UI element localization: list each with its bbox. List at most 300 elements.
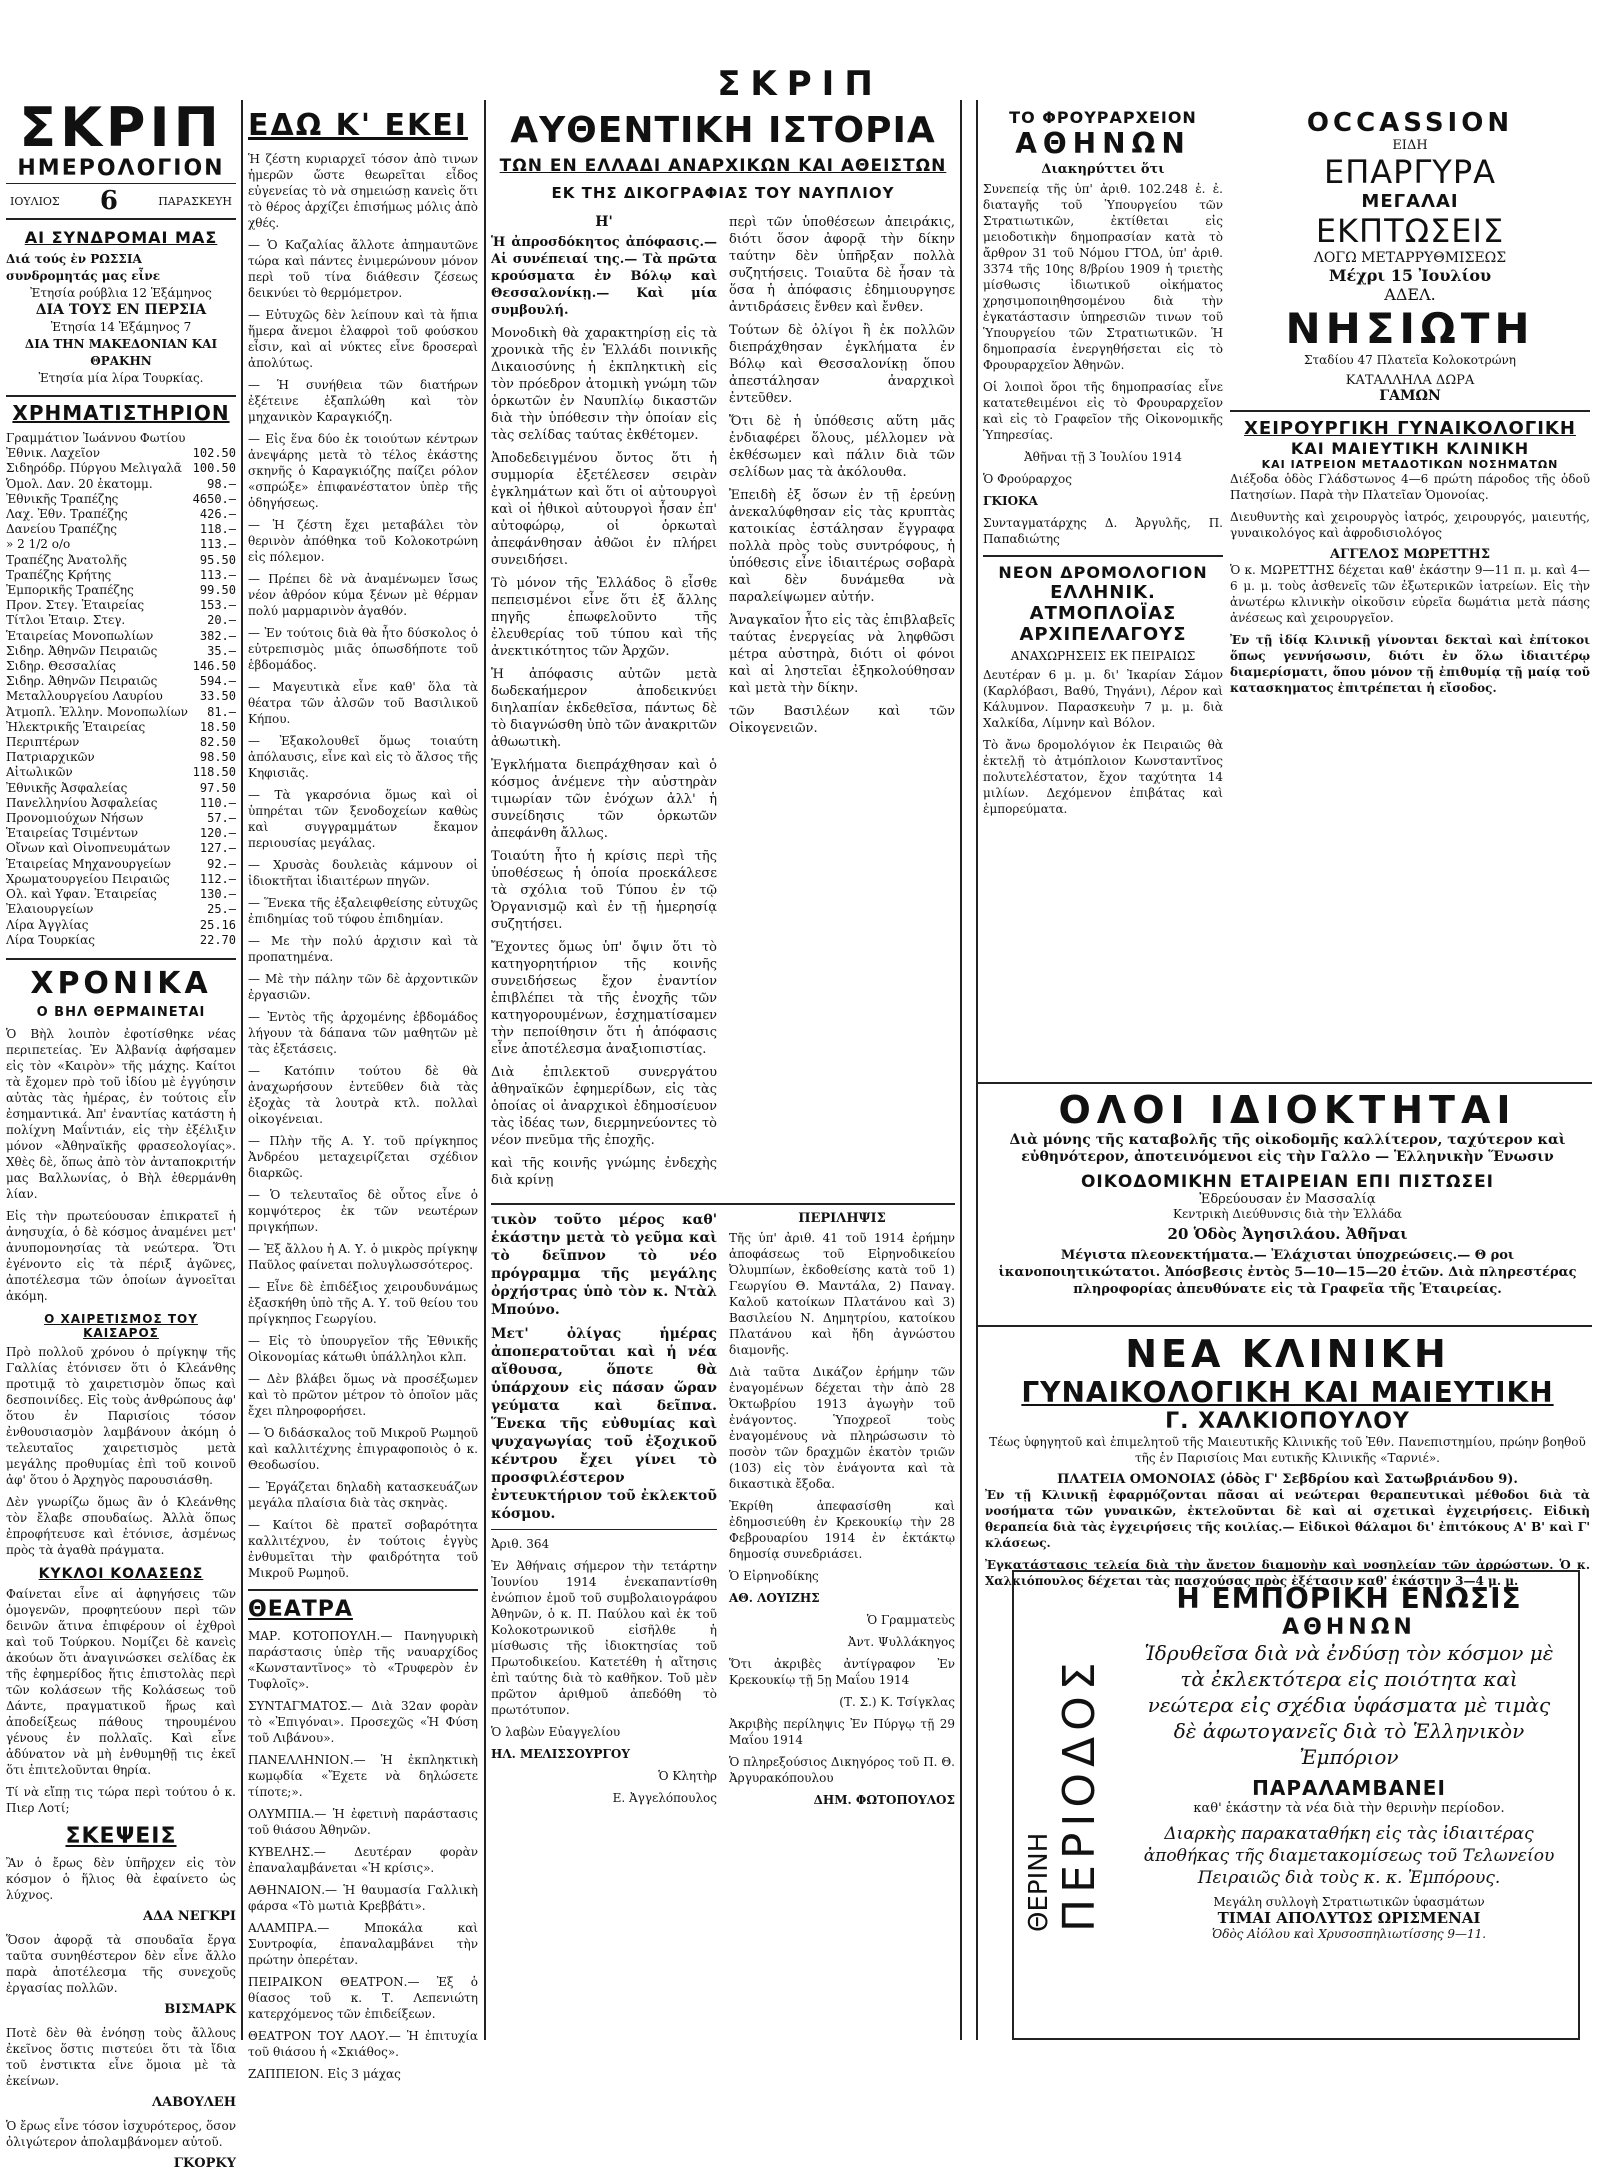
clinic-text: Διέξοδα ὁδὸς Γλάδστωνος 4—6 πρώτη πάροδος τῆς ὁδοῦ Πατησίων. Παρὰ τὴν Πλατεῖαν Ὁμονοίας. <box>1230 472 1590 502</box>
skepseis-author: ΛΑΒΟΥΛΕΗ <box>151 2094 236 2110</box>
edo-kekei-paragraph: — Ἐξ ἄλλου ἡ Α. Υ. ὁ μικρὸς πρίγκηψ Παῦλος φαίνεται πολυγλωσσότερος. <box>248 1242 478 1272</box>
xairetismos-title: Ο ΧΑΙΡΕΤΙΣΜΟΣ ΤΟΥ ΚΑΙΣΑΡΟΣ <box>44 1311 198 1340</box>
bourse-name: Τίτλοι Ἑταιρ. Στεγ. <box>6 613 126 628</box>
theatra-paragraph: ΑΛΑΜΠΡΑ.— Μποκάλα καὶ Συντροφία, ἐπαναλαμβάνει τὴν πρώτην ὀπερέταν. <box>248 1921 478 1967</box>
bourse-value: 25.16 <box>199 917 236 932</box>
story-source: ΕΚ ΤΗΣ ΔΙΚΟΓΡΑΦΙΑΣ ΤΟΥ ΝΑΥΠΛΙΟΥ <box>551 184 895 202</box>
bourse-value: 127.— <box>199 841 236 856</box>
notice-signature: Ε. Ἀγγελόπουλος <box>612 1791 717 1805</box>
court-notice <box>729 1211 955 1814</box>
bourse-row <box>6 720 236 735</box>
occasion-line: ΛΟΓΩ ΜΕΤΑΡΡΥΘΜΙΣΕΩΣ <box>1313 250 1507 266</box>
bourse-value: 110.— <box>199 795 236 810</box>
edo-kekei-paragraph: — Μαγευτικὰ εἶνε καθ' ὅλα τὰ θέατρα τῶν ἀλσῶν τοῦ Βασιλικοῦ Κήπου. <box>248 680 478 726</box>
bourse-row <box>6 522 236 537</box>
bourse-name: Ἀτμοπλ. Ἑλλην. Μονοπωλίων <box>6 704 188 719</box>
phrourarchion-signature: Συνταγματάρχης Δ. Ἀργυλῆς, Π. Παπαδιώτης <box>983 516 1223 546</box>
story-column-left <box>491 214 717 1195</box>
bourse-name: Τραπέζης Κρήτης <box>6 567 112 582</box>
owners-text: Διὰ μόνης τῆς καταβολῆς τῆς οἰκοδομῆς καλλίτερον, ταχύτερον καὶ εὐθηνότερον, ἀποτεινόμενοι εἰς τὴν Γαλλο — Ἑλληνικὴν Ἕνωσιν <box>1009 1132 1566 1165</box>
column-rule <box>241 100 243 2040</box>
skepseis-author: ΒΙΣΜΑΡΚ <box>164 2001 236 2017</box>
xairetismos-text: Πρὸ πολλοῦ χρόνου ὁ πρίγκηψ τῆς Γαλλίας ἐτόνισεν ὅτι ὁ Κλεάνθης προτιμᾷ τὸ χαιρετισμὸν ὅπως καὶ δεσποινίδες. Εἰς τοὺς ἀνθρώπους ἀφ' ὅτου ἐν Παρισίοις τόσον ἐνθουσιασμὸν λαμβάνουν ἀκόμη ὁ τελευταῖος χαιρετισμὸς μετὰ μεγάλης προθυμίας ἐπὶ τοῦ κοινοῦ ἀφ' ὅτου ὁ Ἀρχηγὸς παρουσιάσθη. <box>6 1344 236 1487</box>
column-2 <box>248 108 478 2081</box>
court-text: Τῆς ὑπ' ἀριθ. 41 τοῦ 1914 ἐρήμην ἀποφάσεως τοῦ Εἰρηνοδικείου Ὀλυμπίων, ἐκδοθείσης κατὰ τοῦ 1) Γεωργίου Θ. Μαντάλα, 2) Παναγ. Καλοῦ κατοίκων Πλατάνου καὶ 3) Βασιλείου Ν. Δημητρίου, κατοίκου Πλατάνου καὶ ἤδη ἀγνώστου διαμονῆς. <box>729 1231 955 1357</box>
bourse-value: 4650.— <box>192 491 236 506</box>
shipping-company: ΑΡΧΙΠΕΛΑΓΟΥΣ <box>1019 624 1187 645</box>
edo-kekei-paragraph: — Κατόπιν τούτου δὲ θὰ ἀναχωρήσουν ἐντεῦθεν διὰ τὰς ἐξοχὰς τὰ λουτρὰ κτλ. πολλαὶ οἰκογένειαι. <box>248 1064 478 1126</box>
bourse-row <box>6 431 236 446</box>
bourse-row <box>6 644 236 659</box>
theatra-paragraph: ΠΑΝΕΛΛΗΝΙΟΝ.— Ἡ ἐκπληκτικὴ κωμῳδία «Ἔχετε νὰ δηλώσετε τίποτε;». <box>248 1753 478 1799</box>
bourse-name: Περιπτέρων <box>6 735 80 750</box>
bourse-row <box>6 887 236 902</box>
story-lead: Ἡ ἀπροσδόκητος ἀπόφασις.— Αἱ συνέπειαί της.— Τὰ πρῶτα κρούσματα ἐν Βόλῳ καὶ Θεσσαλονίκῃ.— Καὶ μία συμβουλή. <box>491 235 717 318</box>
edo-kekei-paragraph: — Μὲ τὴν πάλην τῶν δὲ ἀρχοντικῶν ἐργασιῶν. <box>248 972 478 1002</box>
bourse-value: 99.50 <box>199 583 236 598</box>
court-text: Ἐκρίθη ἀπεφασίσθη καὶ ἐδημοσιεύθη ἐν Κρεκουκίῳ τὴν 28 Φεβρουαρίου 1914 ἐν ἐκτάκτῳ δημοσίᾳ συνεδριάσει. <box>729 1499 955 1561</box>
edo-kekei-paragraph: — Πρέπει δὲ νὰ ἀναμένωμεν ἴσως νέον ἀθρόον κύμα ξένων μὲ θέρμαν πολύ μαρμαρινὸν ἀγαθόν. <box>248 572 478 618</box>
subscriptions-title: ΑΙ ΣΥΝΔΡΟΜΑΙ ΜΑΣ <box>24 228 218 247</box>
newspaper-logo: ΣΚΡΙΠ <box>19 96 223 159</box>
story-paragraph: Διὰ ἐπιλεκτοῦ συνεργάτου ἀθηναϊκῶν ἐφημερίδων, εἰς τὰς ὁποίας οἱ ἀναρχικοὶ ἐδημοσίευον τὰς ἰδέας των, διερμηνεύοντες τὸ νέον πνεῦμα τῆς ἐποχῆς. <box>491 1065 717 1148</box>
bourse-value: 33.50 <box>199 689 236 704</box>
bourse-row <box>6 826 236 841</box>
bourse-row <box>6 796 236 811</box>
bourse-value: 130.— <box>199 887 236 902</box>
theatra-title: ΘΕΑΤΡΑ <box>248 1597 353 1622</box>
edo-kekei-paragraph: — Ἐξακολουθεῖ ὅμως τοιαύτη ἀπόλαυσις, εἶνε καὶ εἰς τὸ ἄλσος τῆς Κηφισιᾶς. <box>248 734 478 780</box>
story-text: Τούτων δὲ ὀλίγοι ἢ ἐκ πολλῶν διεπράχθησαν ἐγκλήματα ἐν Βόλῳ καὶ Θεσσαλονίκῃ ὅπου ἀπεστάλησαν ἀναρχικοὶ ἐντεῦθεν. <box>729 323 955 406</box>
bourse-value: 118.— <box>199 522 236 537</box>
court-signature: Ἀντ. Ψυλλάκηγος <box>847 1635 955 1649</box>
edo-kekei-paragraph: — Εὐτυχῶς δὲν λείπουν καὶ τὰ ἥπια ἥμερα ἄνεμοι ἐλαφροὶ τοῦ φούσκου εἶσιν, καὶ αἱ νύκτες εἶνε δροσεραὶ ἀπολύτως. <box>248 308 478 370</box>
bourse-value: 594.— <box>199 674 236 689</box>
clinic-title: ΚΑΙ ΜΑΙΕΥΤΙΚΗ ΚΛΙΝΙΚΗ <box>1290 439 1530 458</box>
court-signature: ΑΘ. ΛΟΥΙΖΗΣ <box>729 1591 820 1605</box>
date-month: ΙΟΥΛΙΟΣ <box>10 194 60 208</box>
bourse-row <box>6 872 236 887</box>
occasion-brand: ΝΗΣΙΩΤΗ <box>1285 304 1535 353</box>
bourse-name: Σιδηρ. Ἀθηνῶν Πειραιῶς <box>6 674 158 689</box>
emporiki-city: ΑΘΗΝΩΝ <box>1282 1615 1416 1640</box>
bourse-value: 22.70 <box>199 932 236 947</box>
theatra-paragraph: ΠΕΙΡΑΙΚΟΝ ΘΕΑΤΡΟΝ.— Ἐξ ὁ θίασος τοῦ κ. Τ. Λεπενιώτη κατερχόμενος τῶν ἐπιδείξεων. <box>248 1975 478 2021</box>
bourse-name: Ἐθνικ. Λαχεῖον <box>6 446 101 461</box>
bourse-row <box>6 918 236 933</box>
bourse-value: 35.— <box>207 643 236 658</box>
edo-kekei-paragraph: Ἡ ζέστη κυριαρχεῖ τόσον ἀπὸ τινων ἡμερῶν ὥστε θεωρεῖται εἶδος εὐγενείας τὸ νὰ σημειώσῃ κανεὶς ὅτι τὸ θέρος ἀρχίζει ἐπισήμως μόλις ἀπὸ χθές. <box>248 152 478 230</box>
bourse-row <box>6 537 236 552</box>
edo-kekei-paragraph: — Ὁ τελευταῖος δὲ οὗτος εἶνε ὁ κομψότερος ἐκ τῶν νεωτέρων πριγκήπων. <box>248 1188 478 1234</box>
phrourarchion-role: Ὁ Φρούραρχος <box>983 472 1072 486</box>
chronika-title: ΧΡΟΝΙΚΑ <box>30 965 212 1001</box>
new-clinic-text: Τέως ὑφηγητοῦ καὶ ἐπιμελητοῦ τῆς Μαιευτικῆς Κλινικῆς τοῦ Ἐθν. Πανεπιστημίου, πρώην βοηθοῦ τῆς ἐν Παρισίοις Μαι ευτικῆς Κλινικῆς «Ταρνιέ». <box>989 1435 1586 1465</box>
column-rule <box>976 100 978 2040</box>
bourse-value: 18.50 <box>199 719 236 734</box>
subscriptions-line: Ἐτησία μία λίρα Τουρκίας. <box>38 371 204 385</box>
edo-kekei-paragraph: — Με τὴν πολύ ἀρχισιν καὶ τὰ προπατημένα. <box>248 934 478 964</box>
bourse-name: Σιδηρ. Θεσσαλίας <box>6 659 116 674</box>
bourse-row <box>6 659 236 674</box>
phrourarchion-city: ΑΘΗΝΩΝ <box>1015 127 1191 160</box>
owners-title: ΟΛΟΙ ΙΔΙΟΚΤΗΤΑΙ <box>1058 1088 1517 1132</box>
bourse-value: 100.50 <box>192 461 236 476</box>
bourse-value: 426.— <box>199 507 236 522</box>
divider <box>248 1589 478 1591</box>
court-summary: Ἀκριβὴς περίληψις Ἐν Πύργῳ τῇ 29 Μαΐου 1914 <box>729 1717 955 1747</box>
bourse-name: » 2 1/2 ο/ο <box>6 537 71 552</box>
edo-kekei-paragraph: — Ὁ Καζαλίας ἄλλοτε ἀπημαυτῶνε τώρα καὶ πάντες ἐνιμερώνουν μόνον περὶ τοῦ τίνα διάθεσιν ζέσεως δεικνύει τὸ θερμόμετρον. <box>248 238 478 300</box>
edo-kekei-body <box>248 151 478 1581</box>
bourse-value: 146.50 <box>192 659 236 674</box>
edo-kekei-paragraph: — Εἶνε δὲ ἐπιδέξιος χειρουδυνάμως ἐξασκήθη ὑπὸ τῆς Α. Υ. τοῦ θείου του πρίγκηπος Γεωργίου. <box>248 1280 478 1326</box>
court-summary-role: Ὁ πληρεξούσιος Δικηγόρος τοῦ Π. Θ. Ἀργυρακόπουλου <box>729 1755 955 1785</box>
occasion-line: ΑΔΕΛ. <box>1384 285 1436 304</box>
edo-kekei-paragraph: — Εἰς ἕνα δύο ἐκ τοιούτων κέντρων ἀνεψάρης μετὰ τὸ τέλος ἑκάστης σκηνῆς ὁ Καραγκιόζης παίζει ρόλον «σπρώξε» ἐπιφανέστατον ὑπὲρ τῆς ὁδηγήσεως. <box>248 432 478 510</box>
theatra-paragraph: ΚΥΒΕΛΗΣ.— Δευτέραν φορὰν ἐπαναλαμβάνεται «Ἡ κρίσις». <box>248 1845 478 1875</box>
story-part: Η' <box>595 214 613 230</box>
bourse-value: 382.— <box>199 628 236 643</box>
bourse-row <box>6 461 236 476</box>
bourse-row <box>6 750 236 765</box>
bourse-name: Λαχ. Ἐθν. Τραπέζης <box>6 507 128 522</box>
date-weekday: ΠΑΡΑΣΚΕΥΗ <box>158 194 232 208</box>
occasion-line: ΜΕΓΑΛΑΙ <box>1361 191 1459 212</box>
story-paragraph: Μονοδικὴ θὰ χαρακτηρίσῃ εἰς τὰ χρονικὰ τῆς ἐν Ἑλλάδι ποινικῆς Δικαιοσύνης ἡ ἐκπληκτικὴ εἰς τὸν πρόεδρον ἀτομικὴ γνώμη τῶν ὁρκωτῶν ἐν Ναυπλίῳ δικαστῶν διὰ τὴν ὑπόθεσιν τὴν ὁποίαν εἰς τὰς σελίδας ταύτας ἐκθέτομεν. <box>491 326 717 443</box>
restaurant-ad-text: τικὸν τοῦτο μέρος καθ' ἑκάστην μετὰ τὸ γεῦμα καὶ τὸ δεῖπνον τὸ νέο πρόγραμμα τῆς μεγάλης ὀρχήστρας ὑπὸ τὸν κ. Ντὰλ Μπούνο. <box>491 1212 717 1318</box>
edo-kekei-paragraph: — Εἰς τὸ ὑπουργεῖον τῆς Ἐθνικῆς Οἰκονομίας κάτωθι ὑπάλληλοι κλπ. <box>248 1334 478 1364</box>
skepseis-quote: Ποτὲ δὲν θὰ ἐνόησῃ τοὺς ἄλλους ἐκεῖνος ὅστις πιστεύει ὅτι τὰ ἴδια τοῦ ἐνστικτα εἶνε ὅμοια μὲ τὰ ἐκείνων. <box>6 2025 236 2088</box>
occasion-address: Σταδίου 47 Πλατεῖα Κολοκοτρώνη <box>1304 353 1516 367</box>
kyklos-title: ΚΥΚΛΟΙ ΚΟΛΑΣΕΩΣ <box>38 1565 204 1582</box>
occasion-line: ΕΚΠΤΩΣΕΙΣ <box>1315 212 1505 250</box>
almanac-title: ΗΜΕΡΟΛΟΓΙΟΝ <box>17 156 225 181</box>
emporiki-address: Ὁδὸς Αἰόλου καὶ Χρυσοσπηλιωτίσσης 9—11. <box>1211 1927 1487 1941</box>
edo-kekei-paragraph: — Χρυσὰς δουλειὰς κάμνουν οἱ ἰδιοκτῆται ἰδιαιτέρων πηγῶν. <box>248 858 478 888</box>
bourse-row <box>6 568 236 583</box>
emporiki-title: Η ΕΜΠΟΡΙΚΗ ΕΝΩΣΙΣ <box>1176 1582 1522 1615</box>
edo-kekei-paragraph: — Ἐργάζεται δηλαδὴ κατασκευάζων μεγάλα πλαίσια διὰ τὰς σκηνὰς. <box>248 1480 478 1510</box>
notice-text: Ἐν Ἀθήναις σήμερον τὴν τετάρτην Ἰουνίου 1914 ἐνεκαπαντίσθη ἐνώπιον ἐμοῦ τοῦ συμβολαιογράφου Ἀθηνῶν, ὁ κ. Π. Παύλου καὶ ἐκ τοῦ Κολοκοτρωνικοῦ εἰσῆλθε ἡ μίσθωσις τῆς ἰδιοκτησίας τοῦ Πρωτοδικείου. Κατετέθη ἡ αἴτησις ἐπὶ ταύτης διὰ τὸ καθῆκον. Τοῦ μὲν πρῶτον ἀριθμοῦ ἀπεδόθη τὸ πρωτότυπον. <box>491 1559 717 1717</box>
subscriptions-list <box>6 251 236 387</box>
new-clinic-title: ΝΕΑ ΚΛΙΝΙΚΗ <box>1125 1332 1450 1376</box>
bourse-name: Ἑταιρείας Μονοπωλίων <box>6 628 154 643</box>
bourse-name: Σιδηρ. Ἀθηνῶν Πειραιῶς <box>6 643 158 658</box>
bourse-name: Ἐθνικῆς Τραπέζης <box>6 491 119 506</box>
bourse-row <box>6 477 236 492</box>
theatra-paragraph: ΘΕΑΤΡΟΝ ΤΟΥ ΛΑΟΥ.— Ἡ ἐπιτυχία τοῦ θιάσου ἡ «Σκιάθος». <box>248 2029 478 2059</box>
owners-company: ΟΙΚΟΔΟΜΙΚΗΝ ΕΤΑΙΡΕΙΑΝ ΕΠΙ ΠΙΣΤΩΣΕΙ <box>1080 1172 1495 1192</box>
bourse-name: Μεταλλουργείου Λαυρίου <box>6 689 163 704</box>
story-paragraph: Τὸ μόνον τῆς Ἑλλάδος ὃ εἶσθε πεπεισμένοι εἶνε ὅτι ἐξ ἄλλης πηγῆς ἐπωφελοῦντο τῆς ἐλευθερίας τοῦ τύπου καὶ τῆς ἀνεκτικότητος τῶν Ἀρχῶν. <box>491 576 717 659</box>
clinic-doctor-name: ΑΓΓΕΛΟΣ ΜΩΡΕΤΤΗΣ <box>1329 547 1491 562</box>
page-header-title: ΣΚΡΙΠ <box>717 64 883 104</box>
bourse-name: Λίρα Τουρκίας <box>6 932 95 947</box>
subscriptions-line: ΔΙΑ ΤΗΝ ΜΑΚΕΔΟΝΙΑΝ ΚΑΙ ΘΡΑΚΗΝ <box>24 337 218 368</box>
kyklos-text: Τί νὰ εἴπῃ τις τώρα περὶ τούτου ὁ κ. Πιερ Λοτί; <box>6 1784 236 1815</box>
occasion-line: ΚΑΤΑΛΛΗΛΑ ΔΩΡΑ <box>1345 373 1475 388</box>
bourse-row <box>6 583 236 598</box>
bourse-row <box>6 933 236 948</box>
skepseis-author: ΑΔΑ ΝΕΓΚΡΙ <box>143 1908 236 1924</box>
edo-kekei-paragraph: — Δὲν βλάβει ὅμως νὰ προσέξωμεν καὶ τὸ πρῶτον μέτρον τὸ ὁποῖον μᾶς ἔχει πληροφορήσει. <box>248 1372 478 1418</box>
bourse-row <box>6 841 236 856</box>
notice-signature: Ὁ Κλητὴρ <box>658 1769 717 1783</box>
court-signature: Ὁ Εἰρηνοδίκης <box>729 1569 819 1583</box>
bourse-value: 98.— <box>207 476 236 491</box>
bourse-name: Ἑταιρείας Τσιμέντων <box>6 826 139 841</box>
bourse-name: Τραπέζης Ἀνατολῆς <box>6 552 127 567</box>
bourse-value: 95.50 <box>199 552 236 567</box>
bourse-value: 92.— <box>207 856 236 871</box>
bourse-row <box>6 492 236 507</box>
bourse-row <box>6 765 236 780</box>
bourse-name: Δανείου Τραπέζης <box>6 522 117 537</box>
story-paragraph: καὶ τῆς κοινῆς γνώμης ἐνδεχὴς διὰ κρίνῃ <box>491 1156 717 1188</box>
shipping-subtitle: ΑΝΑΧΩΡΗΣΕΙΣ ΕΚ ΠΕΙΡΑΙΩΣ <box>1010 649 1196 663</box>
shipping-text: Τὸ ἄνω δρομολόγιον ἐκ Πειραιῶς θὰ ἐκτελῇ τὸ ἀτμόπλοιον Κωνσταντῖνος πολυτελέστατον, ἔχον ταχύτητα 14 μιλίων. Δεχόμενον ἐπιβάτας καὶ ἐμπορεύματα. <box>983 738 1223 816</box>
occasion-line: ΓΑΜΩΝ <box>1379 388 1441 404</box>
story-paragraph: Ἔχοντες ὅμως ὑπ' ὄψιν ὅτι τὸ κατηγορητήριον τῆς κοινῆς συνειδήσεως ἔχον ἐναντίον ἐπιβλέπει τὰ τῆς ἐνοχῆς τῶν κατηγορουμένων, ἐσχηματίσαμεν τὴν πεποίθησιν ὅτι ἡ ἀπόφασις εἶνε ἀποτέλεσμα ἀναξιοπιστίας. <box>491 940 717 1057</box>
theatra-paragraph: ΜΑΡ. ΚΟΤΟΠΟΥΛΗ.— Πανηγυρικὴ παράστασις ὑπὲρ τῆς ναυαρχίδος «Κωνσταντῖνος» τὸ «Τρυφερὸν ἐν Τυφλοῖς». <box>248 1629 478 1691</box>
occasion-line: Μέχρι 15 Ἰουλίου <box>1328 266 1492 285</box>
story-text: τῶν Βασιλέων καὶ τῶν Οἰκογενειῶν. <box>729 704 955 736</box>
clinic-text: Διευθυντὴς καὶ χειρουργὸς ἰατρός, χειρουργός, μαιευτής, γυναικολόγος καὶ ἀφροδισιολόγος <box>1230 510 1590 540</box>
chronika-text: Εἰς τὴν πρωτεύουσαν ἐπικρατεῖ ἡ ἀνησυχία, ὁ δὲ κόσμος ἀναμένει μετ' ἀνυπομονησίας τὰ νεώτερα. Ὅτι ἐγένοντο εἰς τὰ πέριξ ἀγῶνες, ἀποτέλεσμα τῶν ὁποίων ἀγνοεῖται ἀκόμη. <box>6 1208 236 1303</box>
edo-kekei-paragraph: — Πλὴν τῆς Α. Υ. τοῦ πρίγκηπος Ἀνδρέου μεταχειρίζεται σχέδιον διαρκῶς. <box>248 1134 478 1180</box>
column-1 <box>6 96 236 2171</box>
bourse-name: Ὁμολ. Δαν. 20 ἑκατομμ. <box>6 476 153 491</box>
emporiki-stamp <box>1024 1656 1105 1932</box>
court-text: Διὰ ταῦτα Δικάζον ἐρήμην τῶν ἐναγομένων δέχεται τὴν ἀπὸ 28 Ὀκτωβρίου 1913 ἀγωγὴν τοῦ ἐνάγοντος. Ὑποχρεοῖ τοὺς ἐναγομένους νὰ πληρώσωσιν τὸ ποσὸν τῶν δραχμῶν ἑκατὸν τριῶν (103) εἰς τὸν ἐνάγοντα καὶ τὰ δικαστικὰ ἔξοδα. <box>729 1365 955 1491</box>
bourse-value: 98.50 <box>199 750 236 765</box>
bourse-row <box>6 781 236 796</box>
bourse-row <box>6 446 236 461</box>
bourse-name: Ολ. καὶ Υφαν. Ἑταιρείας <box>6 887 157 902</box>
edo-kekei-paragraph: — Ἡ ζέστη ἔχει μεταβάλει τὸν θερινὸν ἀπόθηκα τοῦ Κολοκοτρώνη εἰς πόλεμον. <box>248 518 478 564</box>
notice-number: Ἀριθ. 364 <box>491 1537 550 1551</box>
theatra-paragraph: ΑΘΗΝΑΙΟΝ.— Ἡ θαυμασία Γαλλικὴ φάρσα «Τὸ μωτιὰ Κρεββάτι». <box>248 1883 478 1913</box>
bourse-name: Σιδηρόδρ. Πύργου Μελιγαλᾶ <box>6 461 182 476</box>
owners-address: 20 Ὁδὸς Ἀγησιλάου. Ἀθῆναι <box>1167 1225 1408 1243</box>
bourse-row <box>6 507 236 522</box>
story-paragraph: Τοιαύτη ἦτο ἡ κρίσις περὶ τῆς ὑποθέσεως ἡ ὁποία προεκάλεσε τὰ σχόλια τοῦ Τύπου ἐν τῷ Ὀργανισμῷ καὶ ἐν τῇ ἡμερησίᾳ συζητήσει. <box>491 849 717 932</box>
clinic-text: Ὁ κ. ΜΩΡΕΤΤΗΣ δέχεται καθ' ἑκάστην 9—11 π. μ. καὶ 4—6 μ. μ. τοὺς ἀσθενεῖς τῶν ἐξωτερικῶν ἰατρείων. Εἰς τὴν ἀνωτέρω κλινικὴν οἰκοῦσιν εὐρεῖα δωμάτια μετὰ πάσης ἀνέσεως καὶ χειρουργεῖον. <box>1230 563 1590 625</box>
story-subheadline: ΤΩΝ ΕΝ ΕΛΛΑΔΙ ΑΝΑΡΧΙΚΩΝ ΚΑΙ ΑΘΕΙΣΤΩΝ <box>499 156 947 176</box>
notice-signature: ΗΛ. ΜΕΛΙΣΣΟΥΡΓΟΥ <box>491 1747 630 1761</box>
story-text: Ἀναγκαῖον ἦτο εἰς τὰς ἐπιβλαβεῖς ταύτας ἐνεργείας νὰ ληφθῶσι μέτρα αὐστηρὰ, διότι οἱ φόνοι καὶ αἱ ληστεῖαι ἐξηκολούθησαν καὶ μετὰ τὴν δίκην. <box>729 613 955 696</box>
bourse-value: 153.— <box>199 598 236 613</box>
story-column-right <box>729 214 955 1195</box>
story-paragraph: Ἡ ἀπόφασις αὐτῶν μετὰ δωδεκαήμερον ἀποδεικνύει διηλαπίαν ἐκδεθεῖσα, πάντως δὲ τὸ διαγνώσθη ὑπὸ τῶν ἀνακριτῶν ἀθωωτικὴ. <box>491 667 718 750</box>
subscriptions-line: ΔΙΑ ΤΟΥΣ ΕΝ ΠΕΡΣΙΑ <box>35 302 207 318</box>
story-paragraph: Ἐγκλήματα διεπράχθησαν καὶ ὁ κόσμος ἀνέμενε τὴν αὐστηρὰν τιμωρίαν τῶν ἐνόχων ἀλλ' ἡ συνείδησις τῶν ὁρκωτῶν ἀπεφάνθη ἄλλως. <box>491 758 717 841</box>
bourse-name: Ἐλαιουργείων <box>6 902 94 917</box>
emporiki-line: Μεγάλη συλλογὴ Στρατιωτικῶν ὑφασμάτων <box>1213 1895 1485 1909</box>
date-line <box>6 183 236 220</box>
divider <box>976 1082 1592 1084</box>
bourse-name: Οἴνων καὶ Οἰνοπνευμάτων <box>6 841 171 856</box>
restaurant-ad <box>491 1211 717 1814</box>
edo-kekei-paragraph: — Ἐν τούτοις διὰ θὰ ἦτο δύσκολος ὁ εὐτρεπισμὸς μιᾶς ὁπωσδήποτε τοῦ ἑβδομάδος. <box>248 626 478 672</box>
skepseis-quote: Ὅσον ἀφορᾷ τὰ σπουδαῖα ἔργα ταῦτα συνηθέστερον δὲν εἶνε ἄλλο παρὰ ἀποτέλεσμα τῆς συνεχοῦς ἐργασίας πολλῶν. <box>6 1932 236 1995</box>
bourse-value: 113.— <box>199 567 236 582</box>
story-headline: ΑΥΘΕΝΤΙΚΗ ΙΣΤΟΡΙΑ <box>510 110 936 151</box>
phrourarchion-date: Ἀθῆναι τῇ 3 Ἰουλίου 1914 <box>1023 450 1183 464</box>
bourse-title: ΧΡΗΜΑΤΙΣΤΗΡΙΟΝ <box>12 401 230 425</box>
occasion-subtitle: ΕΙΔΗ <box>1392 138 1428 153</box>
bourse-name: Προν. Στεγ. Ἑταιρείας <box>6 598 145 613</box>
kyklos-text: Φαίνεται εἶνε αἱ ἀφηγήσεις τῶν ὁμογενῶν, προφητεύουν περὶ τῶν δεινῶν ἅτινα ἐπιφέρουν οἱ ἐχθροὶ καὶ τοῦ Τούρκου. Νομίζει δὲ κανεὶς ἀκούων ὅτι ἀναγινώσκει σελίδας ἐκ τῆς ἐφημερίδος ἥτις ἐπιστολὰς περὶ τῶν κολάσεων τῆς Κολάσεως τοῦ Δάντε, πραγματικοῦ ἥρως καὶ ἀποδείξεως πάθους τηρουμένου γένους ἐν πολλαῖς. Καὶ εἶνε ἀδύνατον νὰ μὴ ἐνθυμηθῇ τις ἐκεῖ ὅτι ἐπιτελοῦνται θηρία. <box>6 1586 236 1777</box>
bourse-name: Πανελληνίου Ἀσφαλείας <box>6 795 158 810</box>
column-rule <box>960 100 962 2040</box>
chronika-subtitle: Ο ΒΗΛ ΘΕΡΜΑΙΝΕΤΑΙ <box>36 1004 206 1020</box>
story-body <box>491 325 717 1189</box>
notice-signature: Ὁ λαβὼν Εὐαγγελίου <box>491 1725 621 1739</box>
story-text: Ὅτι δὲ ἡ ὑπόθεσις αὕτη μᾶς ἐνδιαφέρει ὅλους, μέλλομεν νὰ ἐκθέσωμεν καὶ πάλιν διὰ τῶν σελίδων μας τὰ ἀκόλουθα. <box>729 414 955 480</box>
skepseis-quote: Ὁ ἔρως εἶνε τόσον ἰσχυρότερος, ὅσον ὀλιγώτερον ἀπολαμβάνομεν αὐτοῦ. <box>6 2118 236 2149</box>
emporiki-text: Ἱδρυθεῖσα διὰ νὰ ἐνδύσῃ τὸν κόσμον μὲ τὰ ἐκλεκτότερα εἰς ποιότητα καὶ νεώτερα εἰς σχέδια ὑφάσματα μὲ τιμὰς δὲ ἀφωτογανεῖς διὰ τὸ Ἑλληνικὸν Ἐμπόριον <box>1144 1641 1554 1769</box>
bourse-row <box>6 613 236 628</box>
court-copy: Ὅτι ἀκριβὲς ἀντίγραφον Ἐν Κρεκουκίῳ τῇ 5ῃ Μαΐου 1914 <box>729 1657 955 1687</box>
bourse-value: 113.— <box>199 537 236 552</box>
subscriptions-line: Διά τούς ἐν ΡΩΣΣΙΑ συνδρομητάς μας εἶνε <box>6 252 161 283</box>
clinic-title: ΚΑΙ ΙΑΤΡΕΙΟΝ ΜΕΤΑΔΟΤΙΚΩΝ ΝΟΣΗΜΑΤΩΝ <box>1261 458 1559 471</box>
bourse-row <box>6 629 236 644</box>
theatra-paragraph: ΣΥΝΤΑΓΜΑΤΟΣ.— Διὰ 32αν φορὰν τὸ «Ἐπιγόναι». Προσεχῶς «Ἡ Φύση τοῦ Λιβάνου». <box>248 1699 478 1745</box>
emporiki-text: καθ' ἑκάστην τὰ νέα διὰ τὴν θερινὴν περίοδον. <box>1193 1801 1505 1816</box>
phrourarchion-announce: Διακηρύττει ὅτι <box>1041 162 1165 177</box>
edo-kekei-paragraph: — Ὁ διδάσκαλος τοῦ Μικροῦ Ρωμηοῦ καὶ καλλιτέχνης ἐπιγραφοποιὸς ὁ κ. Θεοδωσίου. <box>248 1426 478 1472</box>
skepseis-quote: Ἂν ὁ ἔρως δὲν ὑπῆρχεν εἰς τὸν κόσμον ὁ ἥλιος θὰ ἐφαίνετο ὡς λύχνος. <box>6 1855 236 1902</box>
emporiki-receives: ΠΑΡΑΛΑΜΒΑΝΕΙ <box>1252 1776 1446 1800</box>
skepseis-title: ΣΚΕΨΕΙΣ <box>65 1823 177 1849</box>
edo-kekei-paragraph: — Ἐντὸς τῆς ἀρχομένης ἑβδομάδος λήγουν τὰ δάπανα τῶν μαθητῶν μὲ τὰς ἐξετάσεις. <box>248 1010 478 1056</box>
divider <box>491 1529 717 1530</box>
bourse-row <box>6 674 236 689</box>
bourse-name: Ἐθνικῆς Ἀσφαλείας <box>6 780 128 795</box>
edo-kekei-title: ΕΔΩ Κ' ΕΚΕΙ <box>248 108 468 143</box>
bourse-value: 25.— <box>207 902 236 917</box>
date-day: 6 <box>99 186 119 216</box>
bourse-value: 81.— <box>207 704 236 719</box>
new-clinic-doctor: Γ. ΧΑΛΚΙΟΠΟΥΛΟΥ <box>1165 1409 1410 1434</box>
theatra-paragraph: ΟΛΥΜΠΙΑ.— Ἡ ἐφετινὴ παράστασις τοῦ θιάσου Ἀθηνῶν. <box>248 1807 478 1837</box>
owners-line: Ἑδρεύουσαν ἐν Μασσαλίᾳ <box>1199 1192 1376 1207</box>
bourse-row <box>6 735 236 750</box>
edo-kekei-paragraph: — Ἡ συνήθεια τῶν διατήρων ἐξέτεινε ἐξαπλώθη καὶ τὸν μηχανικὸν Καραγκιόζη. <box>248 378 478 424</box>
owners-line: Κεντρικὴ Διεύθυνσις διὰ τὴν Ἑλλάδα <box>1172 1207 1403 1221</box>
bourse-name: Ἠλεκτρικῆς Ἑταιρείας <box>6 719 146 734</box>
divider <box>6 395 236 397</box>
court-copy-signature: (Τ. Σ.) Κ. Τσίγκλας <box>839 1695 955 1709</box>
subscriptions-line: Ἐτησία 14 Ἑξάμηνος 7 <box>50 320 192 334</box>
edo-kekei-paragraph: — Τὰ γκαρσόνια ὅμως καὶ οἱ ὑπηρέται τῶν ξενοδοχείων καθὼς καὶ συγγραμμάτων ἔκαμον περιουσίας μεγάλας. <box>248 788 478 850</box>
theatra-body <box>248 1628 478 2082</box>
column-3 <box>491 108 955 2048</box>
edo-kekei-paragraph: — Ἕνεκα τῆς ἐξαλειφθείσης εὐτυχῶς ἐπιδημίας τοῦ τύφου ἐπιδημίαν. <box>248 896 478 926</box>
bourse-row <box>6 811 236 826</box>
bourse-name: Προνομιούχων Νήσων <box>6 811 144 826</box>
bourse-row <box>6 689 236 704</box>
bourse-name: Λίρα Ἀγγλίας <box>6 917 89 932</box>
bourse-value: 82.50 <box>199 735 236 750</box>
emporiki-stamp-line: ΘΕΡΙΝΗ <box>1024 1832 1054 1932</box>
bourse-value: 97.50 <box>199 780 236 795</box>
bourse-row <box>6 902 236 917</box>
phrourarchion-text: Οἱ λοιποὶ ὅροι τῆς δημοπρασίας εἶνε κατατεθειμένοι εἰς τὸ Φρουραρχεῖον καὶ εἰς τὸ Γραφεῖον τῆς Οἰκονομικῆς Ὑπηρεσίας. <box>983 380 1223 442</box>
phrourarchion-signature: ΓΚΙΟΚΑ <box>983 494 1038 508</box>
new-clinic-ad <box>985 1332 1590 1588</box>
occasion-line: ΕΠΑΡΓΥΡΑ <box>1323 153 1497 191</box>
new-clinic-text: Ἐγκατάστασις τελεία διὰ τὴν ἄνετον διαμονὴν καὶ νοσηλείαν τῶν ἀρρώστων. Ὁ κ. Χαλκιόπουλος δέχεται τὰς πασχούσας πρὸς ἐξέτασιν καθ' ἑκάστην 3—4 μ. μ. <box>985 1558 1590 1588</box>
clinic-title: ΧΕΙΡΟΥΡΓΙΚΗ ΓΥΝΑΙΚΟΛΟΓΙΚΗ <box>1244 418 1576 439</box>
divider <box>983 555 1223 557</box>
divider <box>491 1203 955 1205</box>
restaurant-ad-text: Μετ' ὀλίγας ἡμέρας ἀποπερατοῦται καὶ ἡ νέα αἴθουσα, ὅποτε θὰ ὑπάρχουν εἰς πάσαν ὥραν γεύματα καὶ δεῖπνα. Ἕνεκα τῆς εὐθυμίας καὶ ψυχαγωγίας τοῦ ἐξοχικοῦ κέντρου ἔχει γίνει τὸ προσφιλέστερον ἐντευκτήριον τοῦ ἐκλεκτοῦ κόσμου. <box>491 1326 717 1522</box>
court-summary-signature: ΔΗΜ. ΦΩΤΟΠΟΥΛΟΣ <box>813 1793 955 1807</box>
column-rule <box>484 100 486 2040</box>
divider <box>6 958 236 960</box>
chronika-text: Ὁ Βὴλ λοιπὸν ἐφοτίσθηκε νέας περιπετείας. Ἐν Ἀλβανίᾳ ἀφήσαμεν εἰς τὸν «Καιρὸν» τῆς μάχης. Καίτοι τὰ ἔχομεν πρὸ τοῦ ἰδίου μὲ ἐγγύησιν αὐτὰς τὰς ἡμέρας, ἐν τούτοις εἶν ἐσημαντικά. Ἀπ' ἐναντίας κατάστη ἡ πολίχνη Μαΐντιάν, εἰς τὴν ἐξέλιξιν μόνον «Ἀθηναϊκῆς φρασεολογίας». Χθὲς δὲ, ὅπως ἀπὸ τὸν ἀνταποκριτήν μας Βαλλωνίας, ὁ Βὴλ ἐθερμάνθη λίαν. <box>6 1026 236 1201</box>
bourse-value: 118.50 <box>192 765 236 780</box>
owners-text: Μέγιστα πλεονεκτήματα.— Ἐλάχισται ὑποχρεώσεις.— Θ ροι ἱκανοποιητικώτατοι. Ἀπόσβεσις ἐντὸς 5—10—15—20 ἐτῶν. Διὰ πληρεστέρας πληροφορίας ἀπευθύνατε εἰς τὰ Γραφεῖα τῆς Ἑταιρείας. <box>998 1248 1577 1297</box>
phrourarchion-text: Συνεπείᾳ τῆς ὑπ' ἀριθ. 102.248 ἐ. ἐ. διαταγῆς τοῦ Ὑπουργείου τῶν Στρατιωτικῶν, ἐκτίθεται εἰς μειοδοτικὴν δημοπρασίαν κατὰ τὸ ἄρθρον 31 τοῦ Νόμου ΓΤΟΔ, ὑπ' ἀριθ. 3374 τῆς 10ης 8/βρίου 1909 ἡ τριετὴς μίσθωσις ἰδιωτικοῦ οἰκήματος χρησιμοποιηθησομένου διὰ τὴν ἐγκατάστασιν ὑπηρεσιῶν τινων τοῦ Ὑπουργείου τῶν Στρατιωτικῶν. Ἡ δημοπρασία ἐνεργηθήσεται εἰς τὸ Φρουραρχεῖον Ἀθηνῶν. <box>983 182 1223 372</box>
court-title: ΠΕΡΙΛΗΨΙΣ <box>798 1211 886 1226</box>
new-clinic-address: ΠΛΑΤΕΙΑ ΟΜΟΝΟΙΑΣ (ὁδὸς Γ' Σεβδρίου καὶ Σατωβριάνδου 9). <box>1057 1472 1518 1487</box>
bourse-value: 102.50 <box>192 446 236 461</box>
bourse-row <box>6 598 236 613</box>
xairetismos-text: Δὲν γνωρίζω ὅμως ἂν ὁ Κλεάνθης τὸν ἔλαβε σπουδαίως. Ἀλλὰ ὅπως ἐπροφήτευσε καὶ ἐτόνισε, ἀσμένως πρὸς τὰ ἀγαθὰ πράγματα. <box>6 1494 236 1557</box>
bourse-row <box>6 857 236 872</box>
bourse-row <box>6 705 236 720</box>
divider <box>1230 410 1590 412</box>
bourse-value: 120.— <box>199 826 236 841</box>
occasion-title: OCCASSION <box>1306 108 1514 138</box>
shipping-text: Δευτέραν 6 μ. μ. δι' Ἰκαρίαν Σάμον (Καρλόβασι, Βαθύ, Τηγάνι), Λέρον καὶ Κάλυμνον. Παρασκευὴν 7 μ. μ. διὰ Χαλκίδα, Λίμνην καὶ Βόλον. <box>983 668 1223 730</box>
bourse-value: 57.— <box>207 811 236 826</box>
clinic-text: Ἐν τῇ ἰδίᾳ Κλινικῇ γίνονται δεκταὶ καὶ ἐπίτοκοι ὅπως γεννήσωσιν, διότι ἐν ὅλω ἰδιαιτέρῳ διαμερίσματι, ὅπου μόνον τῇ ἐπιθυμίᾳ τῇ μαίᾳ τοῦ κατασκηματος ἐπιτρέπεται ἡ εἴσοδος. <box>1230 633 1590 695</box>
bourse-name: Χρωματουργείου Πειραιῶς <box>6 871 170 886</box>
shipping-title: ΝΕΟΝ ΔΡΟΜΟΛΟΓΙΟΝ <box>998 563 1208 582</box>
emporiki-text: Διαρκὴς παρακαταθήκη εἰς τὰς ἰδιαιτέρας ἀποθήκας τῆς διαμετακομίσεως τοῦ Τελωνείου Πειραιῶς διὰ τοὺς κ. κ. Ἐμπόρους. <box>1143 1824 1555 1888</box>
story-paragraph: Ἀποδεδειγμένου ὄντος ὅτι ἡ συμμορία ἐξετέλεσεν σειρὰν ἐγκλημάτων καὶ ὅτι οἱ αὐτουργοὶ καὶ οἱ ἠθικοὶ αὐτουργοὶ ἦσαν ἐπ' αὐτοφώρῳ, οἱ ὁρκωταὶ ἀπεφάνθησαν ἀθῶοι ἐν πλήρει συνειδήσει. <box>491 451 717 568</box>
shipping-company: ΕΛΛΗΝΙΚ. ΑΤΜΟΠΛΟΪΑΣ <box>1029 582 1177 624</box>
bourse-name: Αἰτωλικῶν <box>6 765 73 780</box>
emporiki-ad-box <box>1012 1570 1580 2040</box>
new-clinic-text: Ἐν τῇ Κλινικῇ ἐφαρμόζονται πᾶσαι αἱ νεώτεραι θεραπευτικαὶ μέθοδοι διὰ τὰ νοσήματα τῶν γυναικῶν, ἐκτελοῦνται δὲ καὶ αἱ σχετικαὶ ἐγχειρήσεις. Εἰδικὴ θεραπεία διὰ τὰς ἐγχειρήσεις τῆς κοιλίας.— Εἰδικοὶ θάλαμοι δι' ἐπιτόκους Α' Β' καὶ Γ' κλάσεως. <box>985 1488 1590 1550</box>
divider <box>976 1325 1592 1327</box>
bourse-table <box>6 431 236 948</box>
bourse-value: 20.— <box>207 613 236 628</box>
emporiki-stamp-line: ΠΕΡΙΟΔΟΣ <box>1054 1656 1105 1932</box>
story-text: Ἐπειδὴ ἐξ ὅσων ἐν τῇ ἐρεύνῃ ἀνεκαλύφθησαν εἰς τὰς κρυπτὰς κατοικίας ἐστάλησαν ἔγγραφα πολλὰ πρὸς τοὺς συντρόφους, ἡ ὑπόθεσις εἶνε ἰδιαιτέρως σοβαρὰ καὶ δὲν δυνάμεθα νὰ παραλείψωμεν αὐτήν. <box>729 488 955 605</box>
court-signature: Ὁ Γραμματεὺς <box>866 1613 955 1627</box>
owners-ad <box>985 1088 1590 1318</box>
bourse-name: Ἑταιρείας Μηχανουργείων <box>6 856 172 871</box>
edo-kekei-paragraph: — Καίτοι δὲ πρατεῖ σοβαρότητα καλλιτέχνου, ἐν τούτοις ἐγγὺς ἐνθυμεῖται τὴν φαιδρότητα τοῦ Μικροῦ Ρωμηοῦ. <box>248 1518 478 1580</box>
skepseis-author: ΓΚΟΡΚΥ <box>173 2155 236 2171</box>
emporiki-prices: ΤΙΜΑΙ ΑΠΟΛΥΤΩΣ ΩΡΙΣΜΕΝΑΙ <box>1217 1909 1481 1927</box>
bourse-value: 112.— <box>199 871 236 886</box>
theatra-paragraph: ΖΑΠΠΕΙΟΝ. Εἰς 3 μάχας <box>248 2067 401 2081</box>
bourse-name: Πατριαρχικῶν <box>6 750 95 765</box>
story-text: περὶ τῶν ὑποθέσεων ἀπειράκις, διότι ὅσον ἀφορᾷ τὴν δίκην ταύτην δὲν ὑπῆρξαν πολλὰ συζητήσεις. Τοιαῦτα δὲ ἦσαν τὰ ὅσα ἡ ἀπόφασις ἐδημιουργησε ἀντιδράσεις ἔνθεν καὶ ἔνθεν. <box>729 215 955 315</box>
new-clinic-subtitle: ΓΥΝΑΙΚΟΛΟΓΙΚΗ ΚΑΙ ΜΑΙΕΥΤΙΚΗ <box>1021 1376 1554 1409</box>
subscriptions-line: Ἐτησία ρούβλια 12 Ἑξάμηνος <box>30 286 212 300</box>
bourse-row <box>6 553 236 568</box>
